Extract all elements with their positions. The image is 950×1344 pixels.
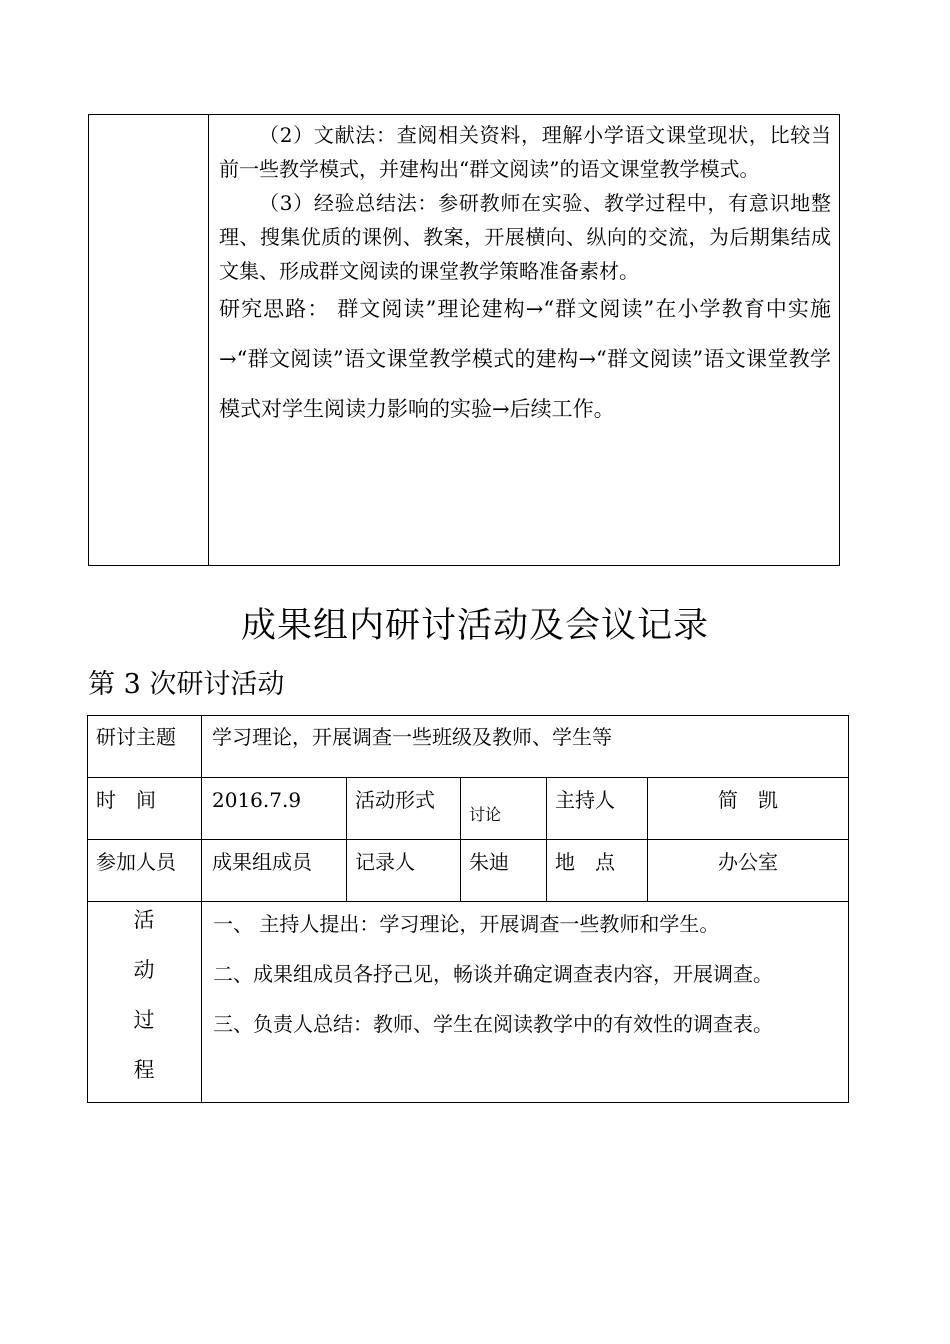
session-label: 第 3 次研讨活动	[88, 669, 285, 700]
process-label-char: 活	[133, 908, 155, 932]
process-item: 三、负责人总结：教师、学生在阅读教学中的有效性的调查表。	[213, 1012, 773, 1036]
time-label: 时 间	[96, 788, 156, 812]
recorder-label: 记录人	[355, 850, 415, 874]
table-column-divider	[208, 114, 209, 566]
page-title: 成果组内研讨活动及会议记录	[240, 606, 709, 646]
location-value: 办公室	[718, 850, 778, 874]
participants-label: 参加人员	[96, 850, 176, 874]
host-label: 主持人	[555, 788, 615, 812]
table-column-divider	[460, 777, 461, 901]
process-label-char: 过	[133, 1008, 155, 1032]
research-approach-paragraph: 研究思路： 群文阅读”理论建构→“群文阅读”在小学教育中实施→“群文阅读”语文课堂教学模式的建构→“群文阅读”语文课堂教学模式对学生阅读力影响的实验→后续工作。	[219, 297, 831, 421]
activity-form-label: 活动形式	[355, 788, 435, 812]
process-label-char: 动	[133, 958, 155, 982]
activity-process-label	[87, 905, 201, 1105]
topic-value: 学习理论，开展调查一些班级及教师、学生等	[212, 725, 612, 749]
time-value: 2016.7.9	[212, 788, 302, 812]
table-column-divider	[346, 777, 347, 901]
process-item: 一、 主持人提出：学习理论，开展调查一些教师和学生。	[213, 912, 720, 936]
process-label-char: 程	[133, 1058, 155, 1082]
host-value: 简 凯	[718, 788, 778, 812]
table-column-divider	[546, 777, 547, 901]
recorder-value: 朱迪	[469, 850, 509, 874]
continued-table-content	[219, 118, 831, 434]
table-border-right	[848, 715, 849, 1103]
location-label: 地 点	[555, 850, 615, 874]
meeting-record-table	[87, 715, 849, 1103]
activity-form-value: 讨论	[469, 805, 502, 824]
topic-label: 研讨主题	[96, 725, 176, 749]
method-paragraph-experience: （3）经验总结法：参研教师在实验、教学过程中，有意识地整理、搜集优质的课例、教案，开展横向、纵向的交流，为后期集结成文集、形成群文阅读的课堂教学策略准备素材。	[219, 191, 831, 283]
participants-value: 成果组成员	[212, 850, 312, 874]
process-item: 二、成果组成员各抒己见，畅谈并确定调查表内容，开展调查。	[213, 962, 773, 986]
method-paragraph-literature: （2）文献法：查阅相关资料，理解小学语文课堂现状，比较当前一些教学模式，并建构出“群文阅读”的语文课堂教学模式。	[219, 123, 831, 181]
table-column-divider	[201, 715, 202, 1103]
